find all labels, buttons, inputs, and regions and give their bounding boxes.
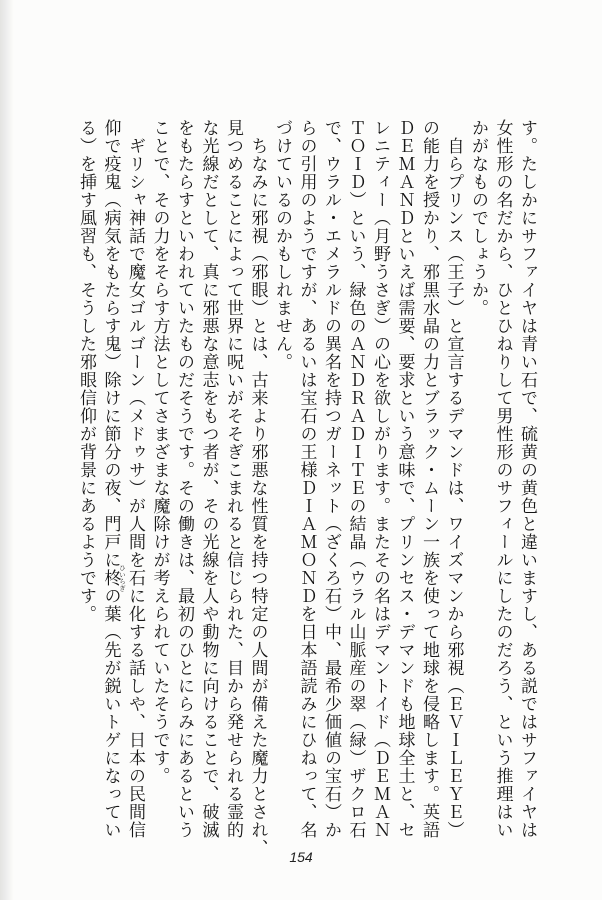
text-line: す。たしかにサファイヤは青い石で、硫黄の黄色と違いますし、ある説ではサファイヤは xyxy=(517,119,537,839)
text-segment: の葉（先が鋭いトゲになってい xyxy=(100,587,121,839)
text-line: で、ウラル・エメラルドの異名を持つガーネット（ざくろ石）中、最希少価値の宝石）か xyxy=(321,119,341,839)
paragraph xyxy=(74,119,148,864)
text-line: ＴＯＩＤ）という、緑色のＡＮＤＲＡＤＩＴＥの結晶（ウラル山脈産の翠（緑）ザクロ石 xyxy=(345,119,366,839)
text-line: 女性形の名だから、ひとひねりして男性形のサフィールにしたのだろう、という推理はい xyxy=(492,119,513,839)
text-line: らの引用のようですが、あるいは宝石の王様ＤＩＡＭＯＮＤを日本語読みにひねって、名 xyxy=(296,119,317,839)
text-line: ことで、その力をそらす方法としてさまざまな魔除けが考えられていたそうです。 xyxy=(149,119,170,785)
text-line: な光線だとして、真に邪悪な意志をもつ者が、その光線を人や動物に向けることで、破滅 xyxy=(198,119,219,839)
text-line: レニティー（月野うさぎ）の心を欲しがります。またその名はデマントイド（ＤＥＭＡＮ xyxy=(370,119,390,839)
paragraph xyxy=(466,119,540,864)
text-line: ＤＥＭＡＮＤといえば需要、要求という意味で、プリンセス・デマンドも地球全土と、セ xyxy=(394,119,415,839)
text-line: の能力を授かり、邪黒水晶の力とブラック・ムーン一族を使って地球を侵略します。英語 xyxy=(419,119,439,839)
paragraph xyxy=(270,119,466,864)
text-line: ちなみに邪視（邪眼）とは、古来より邪悪な性質を持つ特定の人間が備えた魔力とされ、 xyxy=(247,137,268,857)
text-line: をもたらすといわれていたものだそうです。その働きは、最初のひとにらみにあるという xyxy=(174,119,194,839)
body-text xyxy=(74,119,540,864)
text-line: ギリシャ神話で魔女ゴルゴーン（メドゥサ）が人間を石に化する話しや、日本の民間信 xyxy=(125,137,145,839)
page-edge-shadow xyxy=(0,0,14,900)
text-line: かがなものでしょうか。 xyxy=(468,119,488,317)
text-line: づけているのかもしれません。 xyxy=(272,119,292,371)
ruby-base: 柊 xyxy=(100,569,121,587)
page-number: 154 xyxy=(289,849,313,865)
text-line: 見つめることによって世界に呪いがそそぎこまれると信じられた、目から発せられる霊的 xyxy=(223,119,243,839)
ruby-group xyxy=(100,564,126,592)
paragraph xyxy=(147,119,270,864)
ruby-annotation: ひいらぎ xyxy=(118,564,126,592)
text-line xyxy=(98,119,126,864)
text-line: 自らプリンス（王子）と宣言するデマンドは、ワイズマンから邪視（ＥＶＩＬＥＹＥ） xyxy=(443,137,464,839)
text-segment: 仰で疫鬼（病気をもたらす鬼）除けに節分の夜、門戸に xyxy=(100,119,121,569)
text-line: る）を挿す風習も、そうした邪眼信仰が背景にあるようです。 xyxy=(76,119,96,623)
